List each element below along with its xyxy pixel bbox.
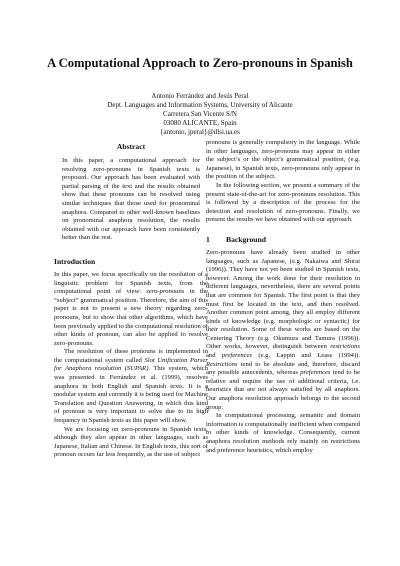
- author-address-line-2: 03080 ALICANTE, Spain: [163, 118, 237, 127]
- intro-continuation: pronouns is generally compulsory in the language. While in other languages, zero-pronouns may appear in either the subject’s or the object’s grammatical position, (e.g. Japanese), in Spanish texts, zero-pronouns only appear in the position of the subject.: [206, 139, 360, 181]
- author-names: Antonio Ferrández and Jesús Peral: [151, 92, 249, 100]
- left-column: [54, 142, 208, 460]
- background-heading: 1 Background: [206, 234, 266, 244]
- abstract-heading: Abstract: [116, 142, 146, 151]
- author-affiliation: Dept. Languages and Information Systems, University of Alicante: [107, 100, 293, 109]
- intro-paragraph-2: The resolution of these pronouns is implemented in the computational system called Slot Unification Parser for Anaphora resolution (SUPAR). This system, which was presented in Ferrández et al. (1999), resolves anaphora in both English and Spanish texts. It is a modular system and currently it is being used for Machine Translation and Question Answering, in which this kind of pronoun is very important to solve due to its high frequency in Spanish texts as this paper will show.: [54, 348, 209, 425]
- background-paragraph-2: In computational processing, semantic and domain information is computationally inefficient when compared to other kinds of knowledge. Consequently, current anaphora resolution methods rely mainly on restrictions and preference heuristics, which employ: [206, 412, 360, 454]
- author-address-line-1: Carretera San Vicente S/N: [163, 109, 237, 118]
- paper-title: A Computational Approach to Zero-pronouns in Spanish: [47, 56, 353, 70]
- intro-paragraph-3: We are focusing on zero-pronouns in Spanish texts, although they also appear in other languages, such as Japanese, Italian and Chinese. In English texts, this sort of pronoun occurs far less frequently, as the use of subject: [54, 425, 208, 459]
- background-paragraph-1: Zero-pronouns have already been studied in other languages, such as Japanese, (e.g. Nakaiwa and Shirai (1996)). They have not yet been studied in Spanish texts, however. Among the work done for their resolution in different languages, nevertheless, there are several points that are common for Spanish. The first point is that they must first be located in the text, and then resolved. Another common point among, they all employ different kinds of knowledge (e.g. morphologic or syntactic) for their resolution. Some of these works are based on the Centering Theory (e.g. Okumura and Tamura (1996)). Other works, however, distinguish between restrictions and preferences (e.g. Lappin and Leass (1994)). Restrictions tend to be absolute and, therefore, discard any possible antecedents, whereas preferences tend to be relative and require the use of additional criteria, i.e. heuristics that are not always satisfied by all anaphors. Our anaphora resolution approach belongs to the second group.: [206, 248, 360, 411]
- intro-paragraph-1: In this paper, we focus specifically on the resolution of a linguistic problem for Spanish texts, from the computational point of view: zero-pronouns in the “subject” grammatical position. Therefore, the aim of this paper is not to present a new theory regarding zero-pronouns, but to show that other algorithms, which have been previously applied to the computational resolution of other kinds of pronoun, can also be applied to resolve zero-pronouns.: [54, 270, 209, 347]
- author-block: [60, 92, 340, 137]
- right-column: [206, 139, 360, 455]
- intro-outline-paragraph: In the following section, we present a summary of the present state-of-the-art for zero-pronouns resolution. This is followed by a description of the process for the detection and resolution of zero-pronouns. Finally, we present the results we have obtained with our approach.: [206, 181, 360, 224]
- abstract-section: [54, 157, 208, 243]
- abstract-text: In this paper, a computational approach for resolving zero-pronouns in Spanish texts is proposed. Our approach has been evaluated with partial parsing of the text and the results obtained show that these pronouns can be resolved using similar techniques that those used for pronominal anaphora. Compared to other well-known baselines on pronominal anaphora resolution, the results obtained with our approach have been consistently better than the rest.: [62, 157, 200, 242]
- author-email: {antonio, jperal}@dlsi.ua.es: [160, 127, 240, 136]
- introduction-heading: Introduction: [54, 256, 96, 266]
